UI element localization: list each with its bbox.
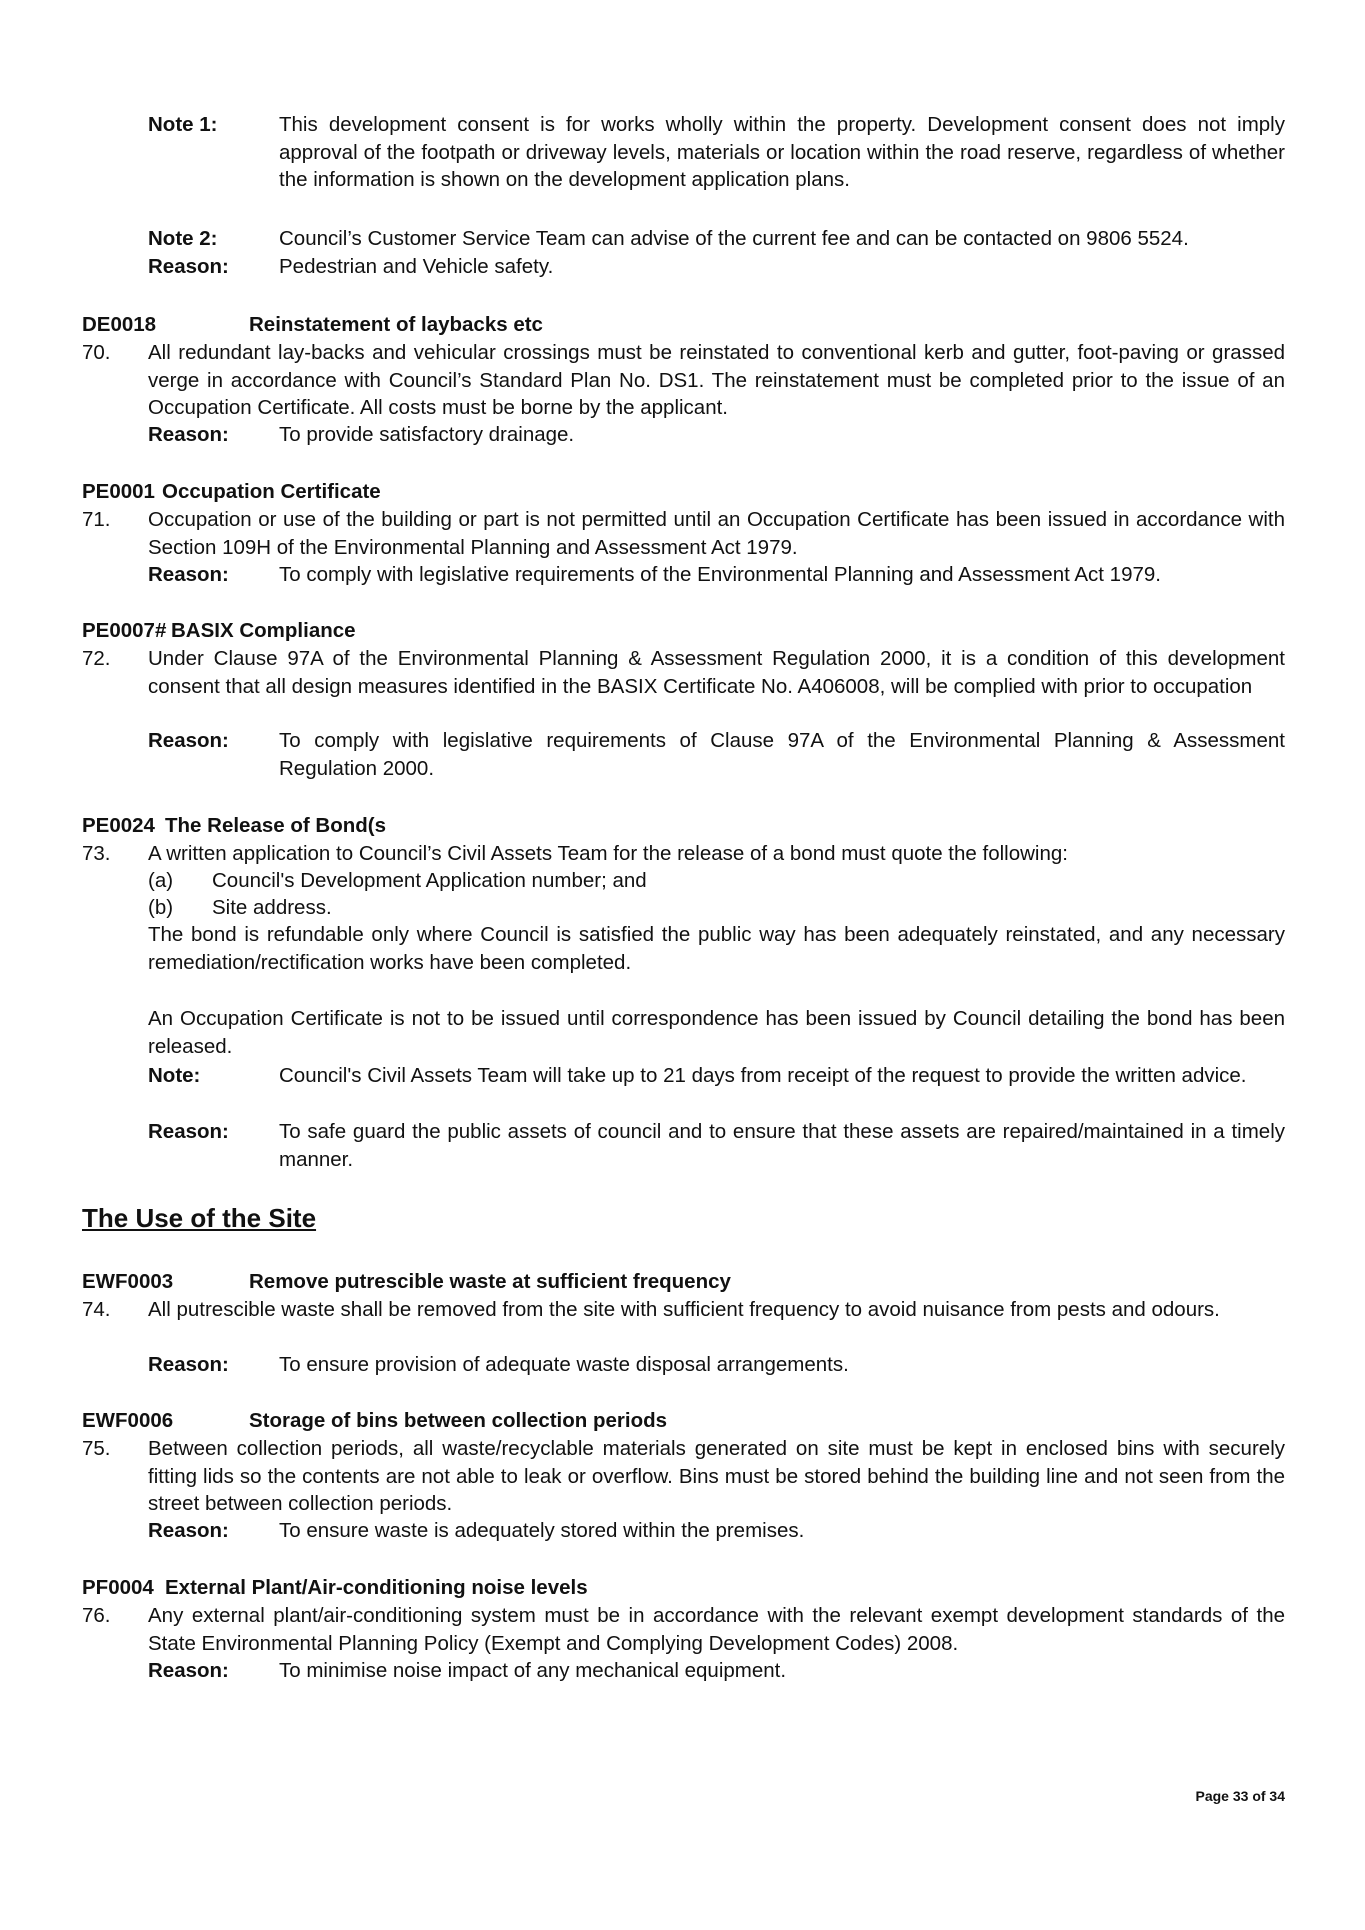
- note-1-label: Note 1:: [148, 113, 218, 136]
- note-text: Council's Civil Assets Team will take up to 21 days from receipt of the request to provide the written advice.: [279, 1064, 1247, 1087]
- reason-text: To comply with legislative requirements of Clause 97A of the Environmental Planning & Assessment Regulation 2000.: [279, 729, 1285, 780]
- condition-number: 71.: [82, 508, 111, 531]
- reason-label: Reason:: [148, 1659, 229, 1682]
- condition-code: PF0004: [82, 1576, 154, 1599]
- list-item-marker: (b): [148, 896, 174, 919]
- condition-body: Between collection periods, all waste/recyclable materials generated on site must be kept in enclosed bins with securely fitting lids so the contents are not able to leak or overflow. Bins must be stored behind the building line and not seen from the street between collection periods.: [148, 1437, 1285, 1515]
- condition-code: PE0007#: [82, 619, 167, 642]
- reason-label: Reason:: [148, 1120, 229, 1143]
- condition-number: 74.: [82, 1298, 111, 1321]
- condition-title: The Release of Bond(s: [165, 814, 386, 837]
- section-heading: The Use of the Site: [82, 1203, 317, 1233]
- list-item-text: Council's Development Application number; and: [212, 869, 647, 892]
- condition-title: External Plant/Air-conditioning noise levels: [165, 1576, 588, 1599]
- reason-label: Reason:: [148, 1353, 229, 1376]
- condition-title: Occupation Certificate: [162, 480, 381, 503]
- condition-body: All redundant lay-backs and vehicular crossings must be reinstated to conventional kerb and gutter, foot-paving or grassed verge in accordance with Council’s Standard Plan No. DS1. The reinstatement must be completed prior to the issue of an Occupation Certificate. All costs must be borne by the applicant.: [148, 341, 1285, 419]
- reason-label: Reason:: [148, 563, 229, 586]
- condition-number: 75.: [82, 1437, 111, 1460]
- condition-number: 76.: [82, 1604, 111, 1627]
- condition-body-3: An Occupation Certificate is not to be issued until correspondence has been issued by Council detailing the bond has been released.: [148, 1007, 1285, 1058]
- note-reason-text: Pedestrian and Vehicle safety.: [279, 255, 554, 278]
- reason-text: To ensure provision of adequate waste disposal arrangements.: [279, 1353, 849, 1376]
- condition-body-2: The bond is refundable only where Council is satisfied the public way has been adequately reinstated, and any necessary remediation/rectification works have been completed.: [148, 923, 1285, 974]
- condition-number: 72.: [82, 647, 111, 670]
- note-reason-label: Reason:: [148, 255, 229, 278]
- condition-code: PE0001: [82, 480, 155, 503]
- condition-title: Remove putrescible waste at sufficient frequency: [249, 1270, 731, 1293]
- condition-body: All putrescible waste shall be removed from the site with sufficient frequency to avoid nuisance from pests and odours.: [148, 1298, 1220, 1321]
- note-label: Note:: [148, 1064, 201, 1087]
- condition-number: 70.: [82, 341, 111, 364]
- condition-code: DE0018: [82, 313, 157, 336]
- condition-body: Any external plant/air-conditioning system must be in accordance with the relevant exempt development standards of the State Environmental Planning Policy (Exempt and Complying Development Codes) 2008.: [148, 1604, 1285, 1655]
- condition-title: Storage of bins between collection periods: [249, 1409, 668, 1432]
- condition-body: Occupation or use of the building or part is not permitted until an Occupation Certificate has been issued in accordance with Section 109H of the Environmental Planning and Assessment Act 1979.: [148, 508, 1285, 559]
- note-1-text: This development consent is for works wholly within the property. Development consent does not imply approval of the footpath or driveway levels, materials or location within the road reserve, regardless of whether the information is shown on the development application plans.: [279, 113, 1285, 191]
- list-item-marker: (a): [148, 869, 174, 892]
- note-2-label: Note 2:: [148, 227, 218, 250]
- condition-code: EWF0003: [82, 1270, 174, 1293]
- condition-title: Reinstatement of laybacks etc: [249, 313, 543, 336]
- reason-text: To provide satisfactory drainage.: [279, 423, 575, 446]
- reason-text: To safe guard the public assets of council and to ensure that these assets are repaired/maintained in a timely manner.: [279, 1120, 1285, 1171]
- note-2-text: Council’s Customer Service Team can advise of the current fee and can be contacted on 9806 5524.: [279, 227, 1189, 250]
- condition-code: PE0024: [82, 814, 155, 837]
- page-number: Page 33 of 34: [1195, 1788, 1285, 1804]
- reason-text: To ensure waste is adequately stored within the premises.: [279, 1519, 805, 1542]
- reason-label: Reason:: [148, 423, 229, 446]
- condition-body: A written application to Council’s Civil Assets Team for the release of a bond must quote the following:: [148, 842, 1068, 865]
- reason-label: Reason:: [148, 729, 229, 752]
- reason-text: To minimise noise impact of any mechanical equipment.: [279, 1659, 787, 1682]
- condition-body: Under Clause 97A of the Environmental Planning & Assessment Regulation 2000, it is a condition of this development consent that all design measures identified in the BASIX Certificate No. A406008, will be complied with prior to occupation: [148, 647, 1285, 698]
- reason-label: Reason:: [148, 1519, 229, 1542]
- reason-text: To comply with legislative requirements of the Environmental Planning and Assessment Act 1979.: [279, 563, 1161, 586]
- condition-number: 73.: [82, 842, 111, 865]
- condition-code: EWF0006: [82, 1409, 174, 1432]
- condition-title: BASIX Compliance: [171, 619, 356, 642]
- list-item-text: Site address.: [212, 896, 332, 919]
